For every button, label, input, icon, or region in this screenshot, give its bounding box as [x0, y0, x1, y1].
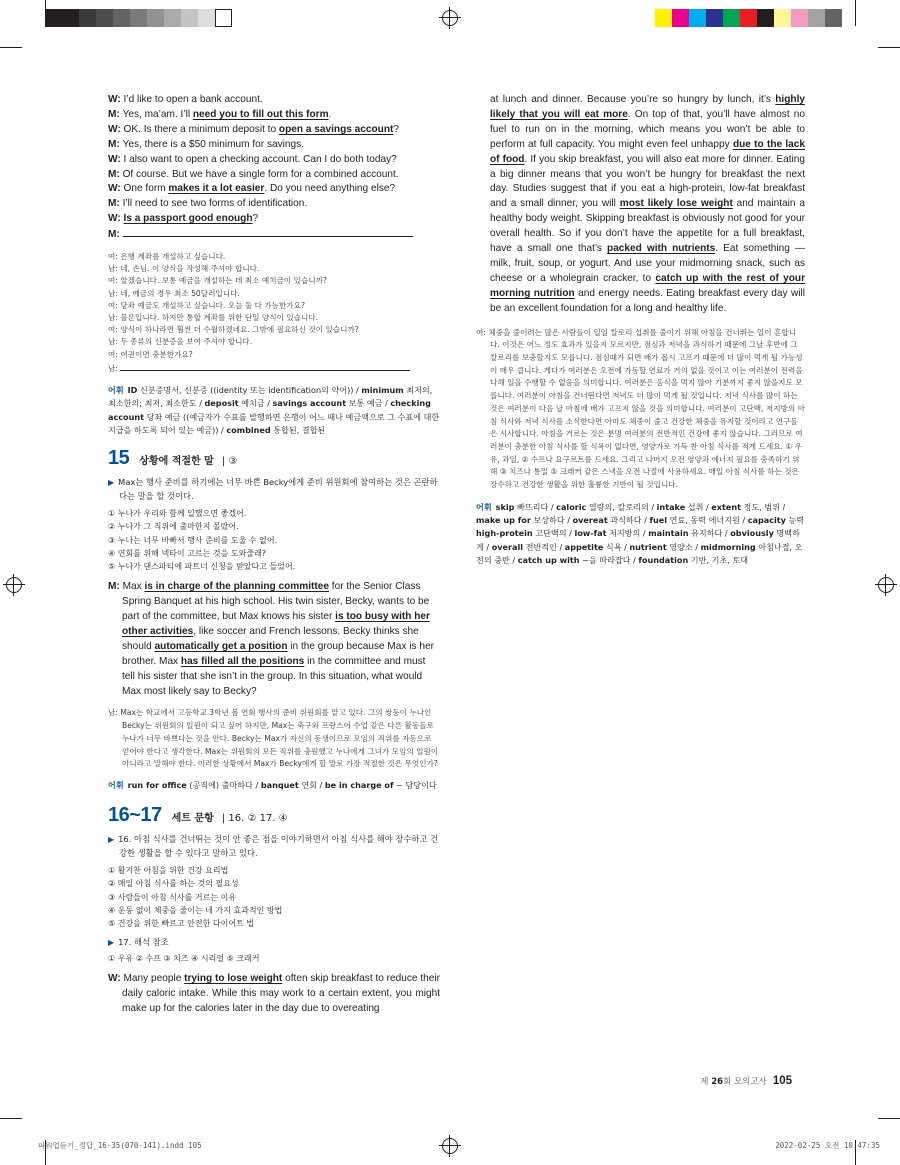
option-item: ⑤ 누나가 댄스파티에 파트너 신청을 받았다고 들었어.: [108, 562, 296, 571]
vocab-definition: 당좌 예금 ((예금자가 수표를 발행하면 은행이 어느 때나 예금액으로 그 수표에 대한 지급을 하도록 되어 있는 예금)) /: [108, 411, 440, 435]
vocab-term: nutrient: [629, 541, 667, 552]
option-item: ⑤ 건강을 위한 빠르고 안전한 다이어트 법: [108, 918, 255, 928]
registration-mark-top: [442, 10, 458, 26]
gray-color-bar: [45, 9, 232, 27]
key-phrase: packed with nutrients: [607, 243, 716, 255]
vocabulary-notes: [476, 501, 805, 567]
vocab-term: savings account: [272, 398, 347, 409]
color-swatch: [689, 9, 706, 27]
vocab-definition: 신분증명서, 신분증 ((identity 또는 identification의 약어)) /: [137, 385, 362, 396]
gray-swatch: [79, 9, 96, 27]
monologue-script: [108, 580, 440, 699]
triangle-bullet-icon: ▶: [108, 835, 115, 845]
color-swatch: [672, 9, 689, 27]
key-phrase: is too busy with her other activities: [122, 611, 430, 637]
vocab-term: capacity: [747, 515, 786, 526]
key-phrase: trying to lose weight: [184, 972, 283, 984]
vocab-definition: 저지방의 /: [606, 528, 649, 539]
question-type: 세트 문항: [171, 813, 214, 825]
text-run: , like soccer and French lessons. Becky thinks she should: [122, 625, 419, 652]
vocab-term: deposit: [204, 398, 239, 409]
vocab-term: ID: [127, 385, 138, 396]
vocab-term: foundation: [638, 554, 689, 565]
option-item: ④ 운동 없이 체중을 줄이는 네 가지 효과적인 방법: [108, 905, 283, 915]
key-phrase: most likely lose weight: [619, 198, 733, 210]
vocab-definition: 연회 /: [298, 779, 325, 790]
speaker-label: 남:: [108, 313, 121, 323]
text-run: I’d like to open a bank account.: [123, 94, 263, 105]
translation-text: 물론입니다. 하지만 통합 계좌를 위한 단일 양식이 있습니다.: [120, 313, 319, 323]
question-15-header: [108, 447, 440, 470]
vocab-definition: 보상하다 /: [530, 515, 573, 526]
speaker-label: 남:: [108, 264, 121, 274]
speaker-label: 여:: [108, 349, 121, 359]
page-number: 제 26회 모의고사 105: [700, 1075, 792, 1087]
speaker-label: 남:: [108, 708, 121, 718]
color-swatch: [757, 9, 774, 27]
dialogue-line: [108, 212, 440, 227]
translation-text: 네, 예금의 경우 최소 50달러입니다.: [120, 288, 240, 298]
speaker-label: W:: [108, 213, 124, 225]
answer-blank: [123, 227, 413, 237]
question-16-explanation: ▶ 16. 아침 식사를 건너뛰는 것이 안 좋은 점을 이야기하면서 아침 식사를 해야 장수하고 건강한 생활을 할 수 있다고 말하고 있다.: [108, 834, 439, 858]
speaker-label: M:: [108, 229, 123, 241]
speaker-label: W:: [108, 123, 124, 135]
crop-mark: [45, 0, 46, 26]
footer-filename: 파워업듣기_정답_16-35(070-141).indd 105: [38, 1141, 202, 1150]
speaker-label: W:: [108, 94, 124, 105]
question-number: 16~17: [108, 804, 162, 827]
answer-blank: [120, 361, 410, 371]
vocabulary-notes: [108, 384, 440, 437]
vocab-definition: 능력: [785, 515, 805, 526]
speaker-label: 남:: [108, 288, 121, 298]
vocab-definition: 영양소 /: [666, 541, 701, 552]
translation-text: 네, 손님. 이 양식을 작성해 주셔야 합니다.: [120, 264, 260, 274]
left-column: [108, 93, 440, 1017]
registration-mark-right: [878, 577, 894, 593]
vocab-definition: 고단백의 /: [532, 528, 575, 539]
speaker-label: 여:: [108, 276, 121, 286]
speaker-label: 여:: [108, 252, 121, 262]
speaker-label: M:: [108, 198, 123, 210]
vocab-term: intake: [656, 501, 686, 512]
gray-swatch: [113, 9, 130, 27]
key-phrase: catch up with the rest of your morning nutrition: [490, 272, 805, 299]
answer-key: | ③: [221, 456, 238, 468]
gray-swatch: [45, 9, 62, 27]
speaker-label: 남:: [108, 363, 121, 373]
translation-line: [108, 312, 440, 324]
vocab-tag: 어휘: [476, 501, 492, 512]
color-swatch: [774, 9, 791, 27]
text-run: ?: [252, 213, 259, 225]
text-run: ?: [393, 123, 399, 135]
vocab-tag: 어휘: [108, 779, 124, 790]
vocab-definition: 통합된, 결합된: [270, 424, 326, 435]
vocab-term: overeat: [572, 515, 608, 526]
crop-mark: [878, 47, 900, 48]
dialogue-line: [108, 108, 440, 123]
option-item: ② 매일 아침 식사를 하는 것의 필요성: [108, 879, 239, 889]
speaker-label: 여:: [108, 325, 121, 335]
vocab-term: minimum: [361, 385, 404, 396]
translation-text: 양식이 하나라면 훨씬 더 수월하겠네요. 그밖에 필요하신 것이 있습니까?: [120, 325, 359, 335]
translation-text: 당좌 예금도 개설하고 싶습니다. 오늘 둘 다 가능한가요?: [120, 300, 306, 310]
vocab-definition: 명백하게 /: [476, 528, 800, 552]
vocab-term: midmorning: [700, 541, 756, 552]
option-item: ① 누나가 우리와 함께 일했으면 좋겠어.: [108, 509, 247, 519]
vocab-definition: 최저의, 최소한의; 최저, 최소한도 /: [108, 385, 433, 409]
text-run: . If you skip breakfast, you will also eat more for dinner. Eating a big dinner means that you won’t be hungry for breakfast the next day. Studies suggest that if you eat a high-protein, low-fat breakfast and a small dinner, you will: [490, 153, 805, 210]
vocab-definition: 전반적인 /: [523, 541, 565, 552]
vocab-definition: 빠뜨리다 /: [514, 501, 557, 512]
vocab-definition: 식욕 /: [603, 541, 630, 552]
color-swatch: [791, 9, 808, 27]
vocab-term: catch up with: [517, 554, 580, 565]
question-number: 15: [108, 447, 130, 470]
text-run: . On top of that, you’ll have almost no fuel to run on in the morning, which means you won’t be able to perform at full capacity. You might even feel unhappy: [490, 108, 806, 150]
text-run: Yes, there is a $50 minimum for savings.: [122, 138, 304, 150]
key-phrase: highly likely that you will eat more: [490, 94, 805, 120]
script-paragraph: [108, 972, 440, 1017]
vocab-definition: 아침나절, 오전의 중반 /: [476, 541, 803, 565]
translation-line: [108, 288, 440, 300]
vocabulary-notes: [108, 779, 440, 792]
gray-swatch: [62, 9, 79, 27]
text-run: in the committee and must tell his sister that she isn’t in the group. In this situation, what would Max most likely say to Becky?: [122, 655, 426, 697]
key-phrase: has filled all the positions: [180, 655, 305, 667]
vocab-term: checking account: [108, 398, 431, 422]
text-run: I’ll need to see two forms of identification.: [122, 198, 308, 210]
vocab-term: run for office: [127, 779, 187, 790]
option-item: ③ 누나는 너무 바빠서 행사 준비를 도울 수 없어.: [108, 535, 278, 545]
monologue-script: [108, 972, 440, 1017]
text-run: OK. Is there a minimum deposit to: [123, 123, 279, 135]
text-run: in the group because Max is her brother. Max: [122, 640, 434, 667]
vocab-term: combined: [226, 424, 271, 435]
speaker-label: M:: [108, 581, 123, 593]
vocab-term: fuel: [649, 515, 667, 526]
crop-mark: [855, 0, 856, 26]
translation-line: [108, 336, 440, 348]
translation-text: 여권이면 충분한가요?: [120, 349, 193, 359]
text-run: Yes, ma’am. I’ll: [122, 108, 193, 120]
text-run: . Eat something — milk, fruit, soup, or yogurt. And use your midmorning snack, such as cheese or a wholegrain cracker, to: [490, 243, 805, 284]
vocab-term: appetite: [564, 541, 604, 552]
right-column: [476, 93, 805, 567]
vocab-definition: 보통 예금 /: [346, 398, 391, 409]
option-item: ③ 사람들이 아침 식사를 거르는 이유: [108, 892, 237, 902]
dialogue-line: [108, 182, 440, 197]
color-swatch: [723, 9, 740, 27]
gray-swatch: [130, 9, 147, 27]
color-swatch: [740, 9, 757, 27]
option-item: ④ 연회를 위해 넥타이 고르는 것을 도와줄래?: [108, 548, 267, 558]
dialogue-line: [108, 93, 440, 108]
vocab-term: overall: [491, 541, 524, 552]
crop-mark: [878, 1118, 900, 1119]
text-run: and energy needs. Eating breakfast every day will be an excellent foundation for a long and healthy life.: [490, 287, 805, 314]
gray-swatch: [147, 9, 164, 27]
crop-mark: [0, 1118, 22, 1119]
vocab-definition: (공직에) 출마하다 /: [186, 779, 261, 790]
speaker-label: 여:: [108, 300, 121, 310]
answer-options: [108, 507, 440, 573]
vocab-definition: 정도, 범위 /: [740, 501, 786, 512]
translation-text: 은행 계좌를 개설하고 싶습니다.: [120, 252, 226, 262]
vocab-definition: 섭취 /: [685, 501, 712, 512]
text-run: and maintain a healthy body weight. Skipping breakfast is obviously not good for your overall health. So if you don’t have the appetite for a full breakfast, have a small one that’s: [490, 198, 805, 255]
gray-swatch: [181, 9, 198, 27]
footer-timestamp: 2022-02-25 오전 10:47:35: [775, 1141, 880, 1150]
key-phrase: Is a passport good enough: [123, 213, 253, 225]
key-phrase: makes it a lot easier: [168, 183, 265, 195]
vocab-definition: ~ 담당이다: [393, 779, 437, 790]
vocab-term: be in charge of: [324, 779, 394, 790]
answer-options: ① 우유 ② 수프 ③ 치즈 ④ 시리얼 ⑤ 크래커: [108, 953, 260, 963]
color-swatch: [706, 9, 723, 27]
gray-swatch: [96, 9, 113, 27]
question-17-explanation: ▶ 17. 해석 참조: [108, 937, 169, 948]
registration-mark-bottom: [442, 1138, 458, 1154]
triangle-bullet-icon: ▶: [108, 478, 115, 488]
text-run: One form: [123, 183, 169, 195]
question-type: 상황에 적절한 말: [139, 456, 214, 468]
vocab-term: obviously: [730, 528, 774, 539]
monologue-script-continued: [476, 93, 805, 317]
speaker-label: W:: [108, 183, 124, 195]
vocab-term: caloric: [556, 501, 587, 512]
dialogue-translation: [108, 251, 440, 375]
vocab-definition: 예치금 /: [238, 398, 273, 409]
triangle-bullet-icon: ▶: [108, 938, 115, 948]
translation-text: 두 종류의 신분증을 보여 주셔야 합니다.: [120, 337, 253, 347]
color-swatch: [808, 9, 825, 27]
vocab-term: skip: [495, 501, 515, 512]
answer-options: [108, 864, 440, 930]
gray-swatch: [215, 9, 232, 27]
vocab-term: low-fat: [574, 528, 607, 539]
text-run: . Do you need anything else?: [264, 183, 396, 195]
text-run: Of course. But we have a single form for a combined account.: [122, 168, 399, 180]
speaker-label: 여:: [476, 327, 489, 337]
translation-line: [108, 275, 440, 287]
text-run: Max: [122, 581, 145, 593]
crop-mark: [0, 47, 22, 48]
text-run: at lunch and dinner. Because you’re so hungry by lunch, it’s: [490, 94, 776, 105]
monologue-translation: [476, 327, 805, 492]
key-phrase: automatically get a position: [154, 640, 288, 652]
translation-text: Max는 학교에서 고등학교 3학년 봄 연회 행사의 준비 위원회를 맡고 있다. 그의 쌍둥이 누나인 Becky는 위원회의 일원이 되고 싶어 하지만, Max는 축구와 프랑스어 수업 같은 다른 활동들로 누나가 너무 바쁘다는 것을 안다. Becky는 Max가 자신의 동생이므로 모임의 직위를 자동으로 얻어야 한다고 생각한다. Max는 위원회의 모든 직위를 충원했고 누나에게 그녀가 모임의 일원이 아니라고 말해야 한다. 이러한 상황에서 Max가 Becky에게 할 말로 가장 적절한 것은 무엇인가?: [120, 708, 439, 769]
registration-mark-left: [6, 577, 22, 593]
translation-line: [108, 263, 440, 275]
vocab-term: banquet: [260, 779, 299, 790]
speaker-label: W:: [108, 153, 124, 165]
dialogue-script: [108, 93, 440, 243]
text-run: Many people: [123, 972, 185, 984]
key-phrase: is in charge of the planning committee: [144, 581, 329, 593]
key-phrase: due to the lack of food: [490, 138, 806, 165]
script-paragraph: [108, 580, 440, 699]
key-phrase: open a savings account: [278, 123, 394, 135]
vocab-definition: 연료, 동력 에너지원 /: [667, 515, 748, 526]
script-paragraph: [490, 93, 805, 317]
dialogue-line: [108, 138, 440, 153]
gray-swatch: [198, 9, 215, 27]
dialogue-line: [108, 227, 440, 243]
vocab-definition: ~을 따라잡다 /: [579, 554, 639, 565]
question-explanation: ▶ Max는 행사 준비를 하기에는 너무 바쁜 Becky에게 준비 위원회에 참여하는 것은 곤란하다는 말을 할 것이다.: [108, 477, 438, 501]
color-swatch: [825, 9, 842, 27]
speaker-label: M:: [108, 108, 123, 120]
text-run: for the Senior Class Spring Banquet at his high school. His twin sister, Becky, wants to be part of the committee, but Max knows his sister: [122, 581, 430, 623]
translation-text: 체중을 줄이려는 많은 사람들이 일일 칼로리 섭취를 줄이기 위해 아침을 건너뛰는 일이 흔합니다. 이것은 어느 정도 효과가 있을지 모르지만, 점심과 저녁을 과식하기 때문에 그날 후반에 그 칼로리를 보충할지도 모릅니다. 점심때가 되면 배가 몹시 고프기 때문에 더 많이 먹게 될 가능성이 매우 큽니다. 게다가 여러분은 오전에 가동할 연료가 거의 없을 것이고 이는 여러분이 전력을 다해 일을 수행할 수 없음을 의미합니다. 여러분은 음식을 먹지 않아 기분까지 좋지 않을지도 모릅니다. 여러분이 아침을 건너뛴다면 저녁도 더 많이 먹게 될 것입니다. 저녁 식사를 많이 하는 것은 여러분이 다음 날 아침에 배가 고프지 않을 것을 의미합니다. 여러분이 고단백, 저지방의 아침 식사와 저녁 식사를 소식한다면 아마도 체중이 줄고 건강한 체중을 유지할 것이라고 연구들은 시사합니다. 아침을 거르는 것은 분명 여러분의 전반적인 건강에 좋지 않습니다. 그러므로 여러분이 충분한 아침 식사를 할 식욕이 없다면, 영양가로 가득 찬 아침 식사를 적게 드세요. ① 우유, 과일, ② 수프나 요구르트를 드세요. 그리고 나머지 오전 영양과 에너지 필요를 충족하기 위해 ③ 치즈나 통밀 ⑤ 크래커 같은 스낵을 오전 나절에 사용하세요. 매일 아침 식사를 하는 것은 장수하고 건강한 생활을 위한 훌륭한 기반이 될 것입니다.: [488, 327, 805, 490]
vocab-term: extent: [711, 501, 741, 512]
vocab-term: high-protein: [476, 528, 533, 539]
translation-text: 알겠습니다. 보통 예금을 개설하는 데 최소 예치금이 있습니까?: [120, 276, 328, 286]
color-swatch: [655, 9, 672, 27]
speaker-label: M:: [108, 168, 123, 180]
translation-line: [108, 349, 440, 361]
vocab-term: make up for: [476, 515, 531, 526]
text-run: .: [328, 108, 332, 120]
vocab-definition: 기반, 기초, 토대: [688, 554, 749, 565]
translation-line: [108, 251, 440, 263]
monologue-translation: [108, 707, 440, 771]
option-item: ① 활기찬 아침을 위한 건강 요리법: [108, 866, 229, 876]
color-calibration-bar: [655, 9, 842, 27]
vocab-definition: 열량의, 칼로리의 /: [586, 501, 657, 512]
vocab-term: maintain: [648, 528, 689, 539]
speaker-label: 남:: [108, 337, 121, 347]
vocab-definition: 과식하다 /: [607, 515, 650, 526]
translation-line: [108, 361, 440, 375]
key-phrase: need you to fill out this form: [192, 108, 329, 120]
dialogue-line: [108, 197, 440, 212]
gray-swatch: [164, 9, 181, 27]
text-run: I also want to open a checking account. Can I do both today?: [123, 153, 397, 165]
speaker-label: W:: [108, 972, 124, 984]
vocab-tag: 어휘: [108, 385, 124, 396]
answer-key: | 16. ② 17. ④: [221, 813, 288, 825]
question-16-17-header: [108, 804, 440, 827]
dialogue-line: [108, 123, 440, 138]
option-item: ② 누나가 그 직위에 출마한지 몰랐어.: [108, 522, 239, 532]
dialogue-line: [108, 168, 440, 183]
text-run: often skip breakfast to reduce their daily caloric intake. While this may work to a certain extent, you might make up for the calories later in the day due to overeating: [122, 972, 440, 1014]
translation-line: [108, 324, 440, 336]
translation-line: [108, 300, 440, 312]
dialogue-line: [108, 153, 440, 168]
vocab-definition: 유지하다 /: [688, 528, 731, 539]
speaker-label: M:: [108, 138, 123, 150]
